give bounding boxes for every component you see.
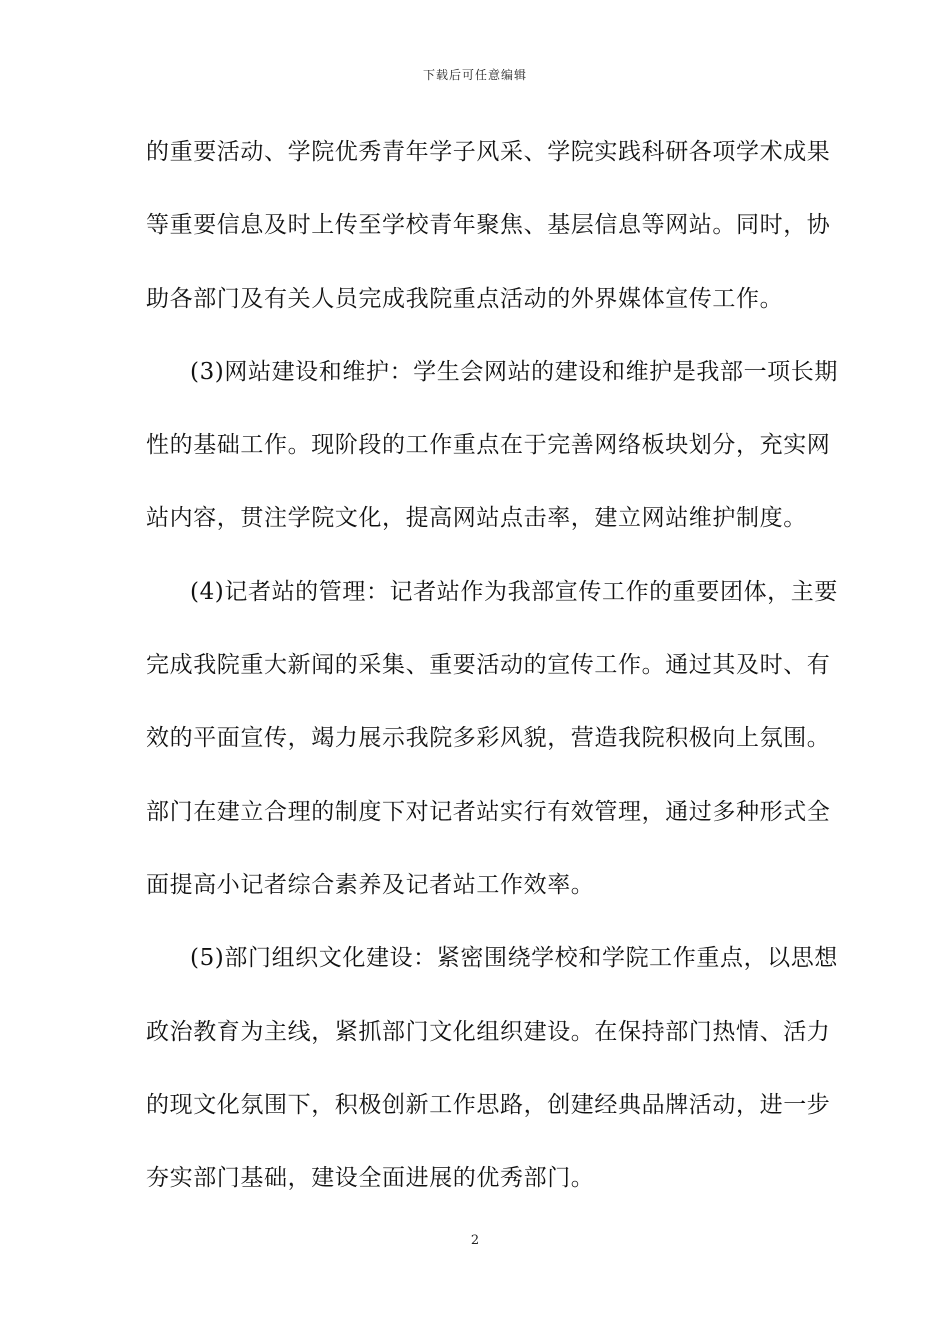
- body-line: 助各部门及有关人员完成我院重点活动的外界媒体宣传工作。: [146, 285, 784, 312]
- body-line: 的现文化氛围下，积极创新工作思路，创建经典品牌活动，进一步: [146, 1091, 831, 1118]
- page-number: 2: [470, 1233, 480, 1248]
- document-body: [146, 133, 838, 1232]
- page-header: 下载后可任意编辑: [422, 68, 527, 82]
- body-line: 夯实部门基础，建设全面进展的优秀部门。: [146, 1165, 595, 1192]
- body-line: (4)记者站的管理：记者站作为我部宣传工作的重要团体，主要: [190, 578, 838, 605]
- body-line: (3)网站建设和维护：学生会网站的建设和维护是我部一项长期: [190, 358, 838, 385]
- body-line: 政治教育为主线，紧抓部门文化组织建设。在保持部门热情、活力: [146, 1018, 831, 1045]
- body-line: 的重要活动、学院优秀青年学子风采、学院实践科研各项学术成果: [146, 139, 831, 165]
- body-line: 面提高小记者综合素养及记者站工作效率。: [146, 871, 595, 898]
- body-line: (5)部门组织文化建设：紧密围绕学校和学院工作重点，以思想: [190, 945, 838, 972]
- body-line: 部门在建立合理的制度下对记者站实行有效管理，通过多种形式全: [146, 798, 831, 825]
- body-line: 效的平面宣传，竭力展示我院多彩风貌，营造我院积极向上氛围。: [146, 725, 831, 752]
- body-line: 性的基础工作。现阶段的工作重点在于完善网络板块划分，充实网: [146, 432, 831, 459]
- body-line: 站内容，贯注学院文化，提高网站点击率，建立网站维护制度。: [146, 505, 807, 532]
- body-line: 完成我院重大新闻的采集、重要活动的宣传工作。通过其及时、有: [146, 652, 831, 679]
- body-line: 等重要信息及时上传至学校青年聚焦、基层信息等网站。同时，协: [146, 212, 831, 239]
